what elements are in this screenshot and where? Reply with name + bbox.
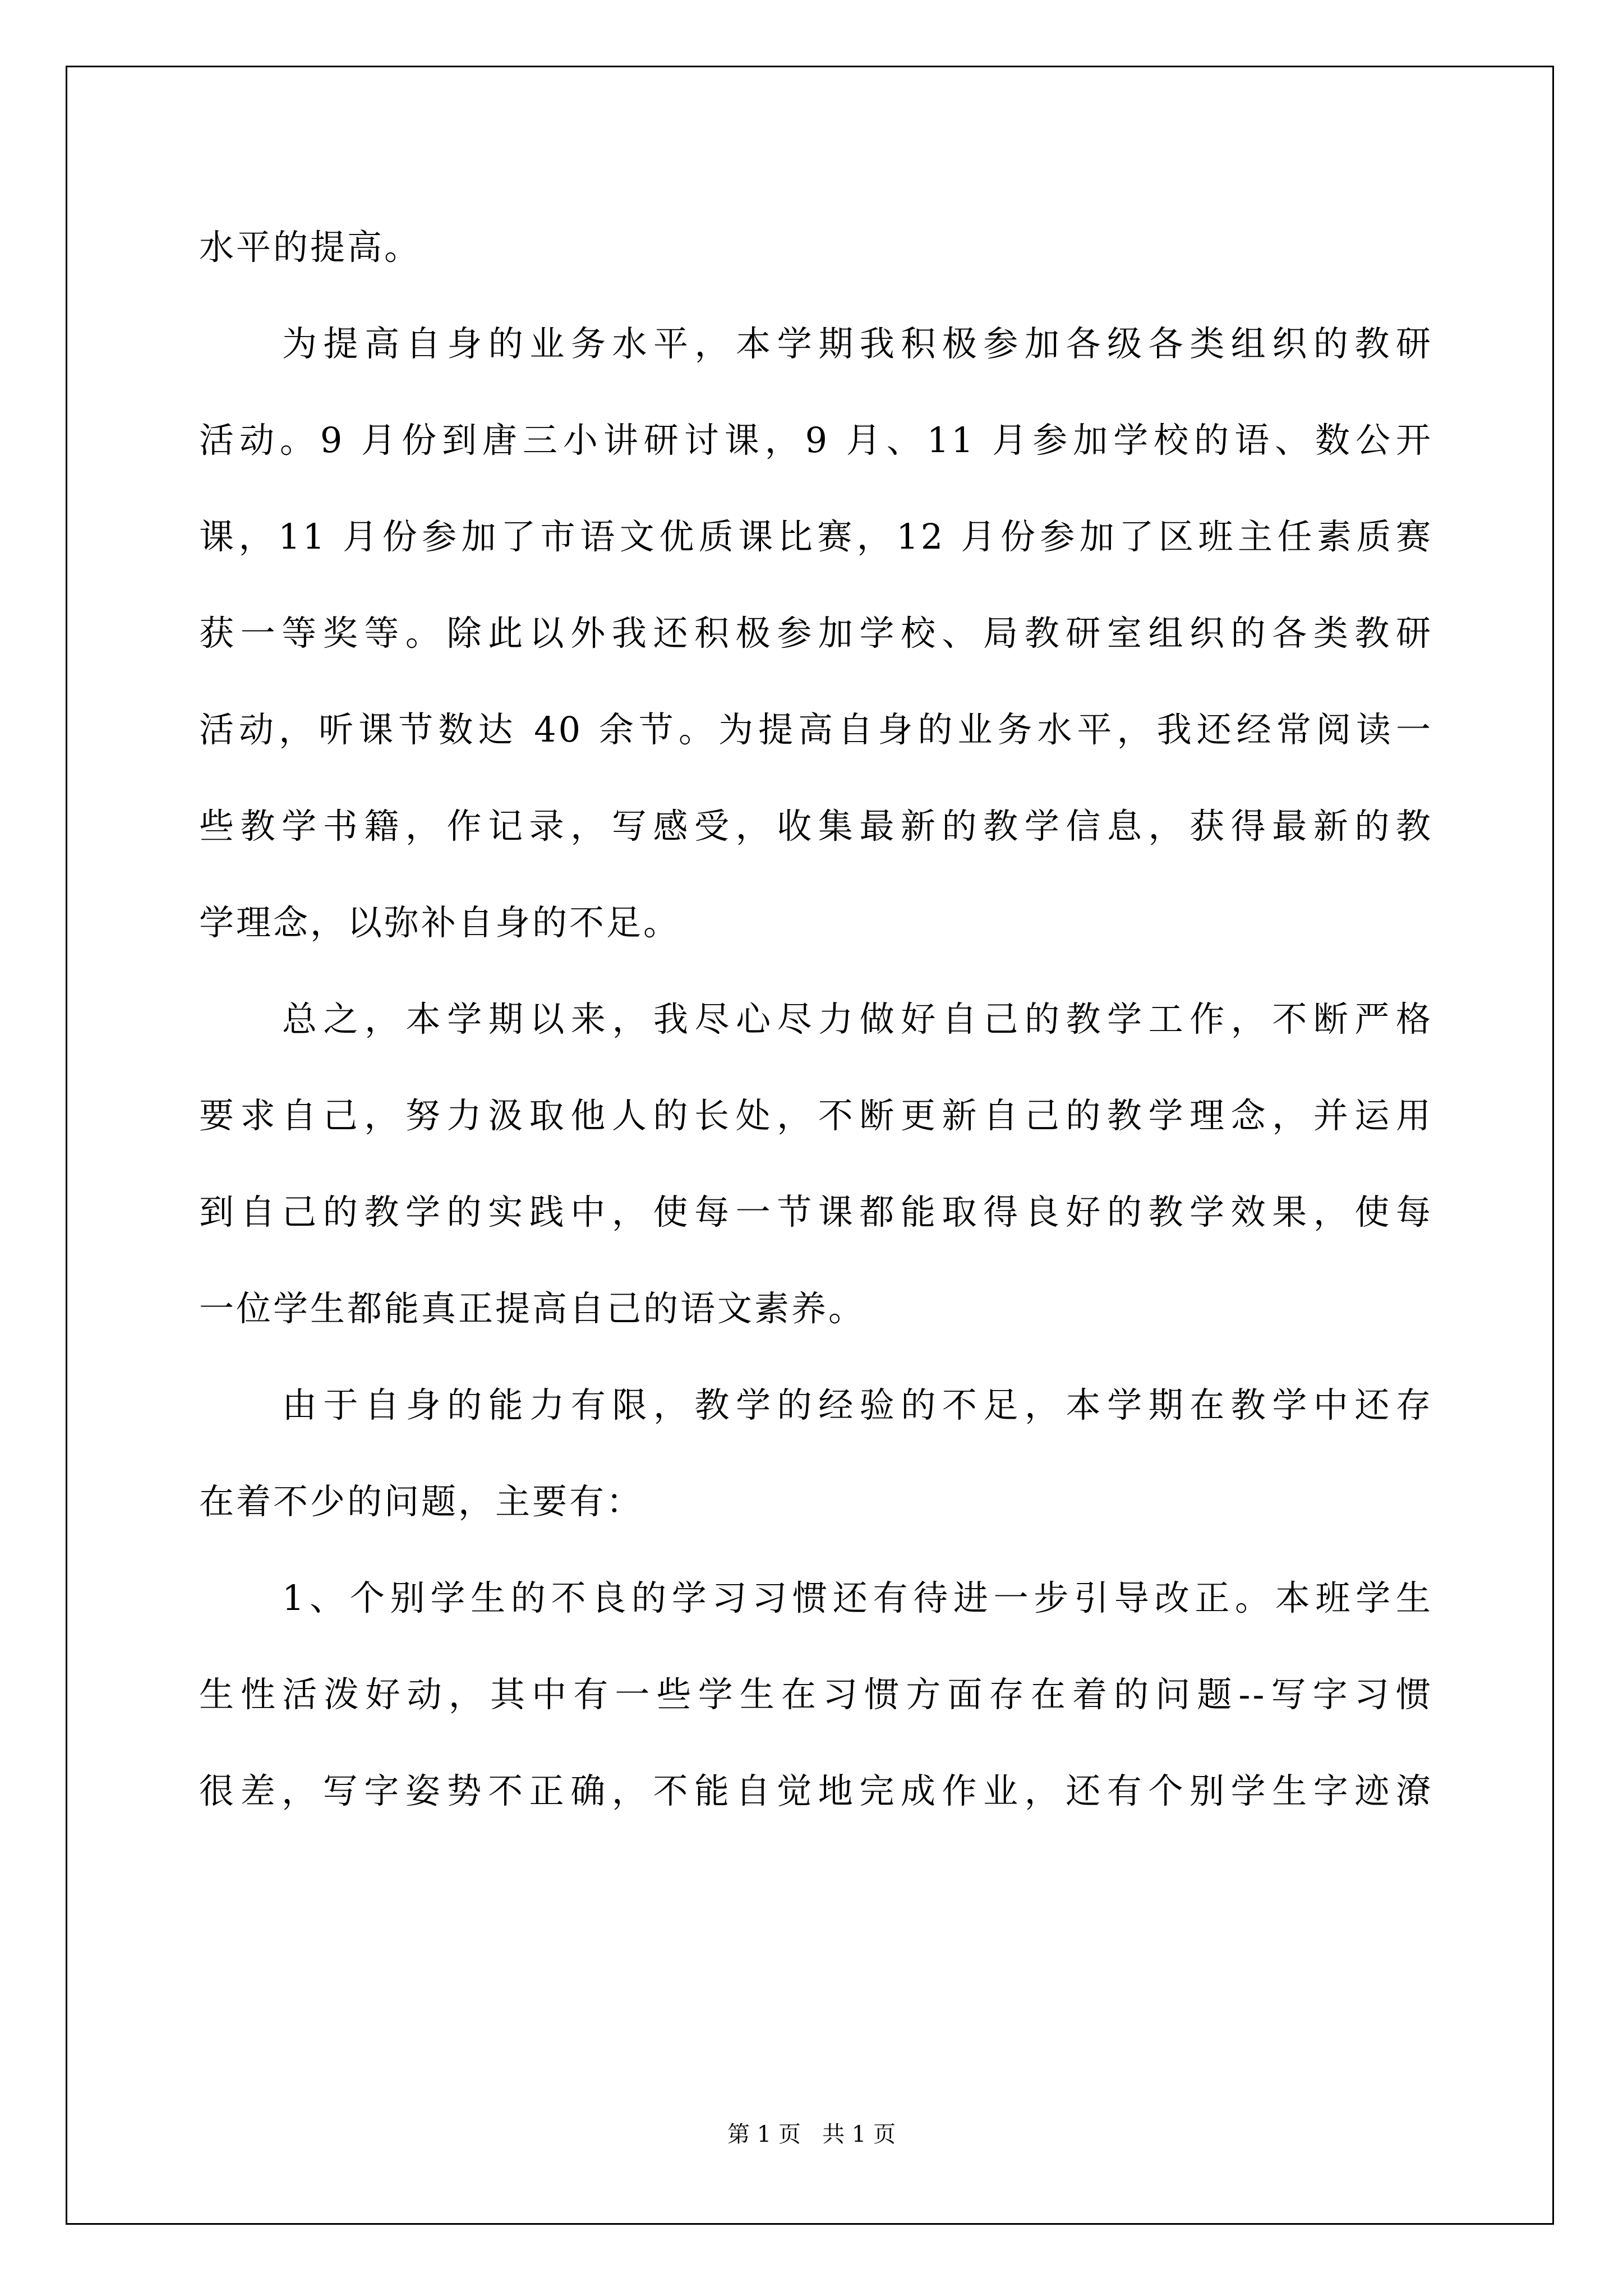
text-line: 一位学生都能真正提高自己的语文素养。 <box>199 1288 866 1329</box>
text-line: 活动。9 月份到唐三小讲研讨课，9 月、11 月参加学校的语、数公开 <box>199 420 1433 461</box>
text-line: 活动，听课节数达 40 余节。为提高自身的业务水平，我还经常阅读一 <box>199 709 1433 750</box>
text-line: 到自己的教学的实践中，使每一节课都能取得良好的教学效果，使每 <box>199 1191 1433 1232</box>
text-line: 在着不少的问题，主要有： <box>199 1481 644 1522</box>
page-footer: 第 1 页 共 1 页 <box>727 2122 896 2147</box>
text-line: 1、个别学生的不良的学习习惯还有待进一步引导改正。本班学生 <box>282 1577 1433 1618</box>
text-line: 水平的提高。 <box>199 227 422 268</box>
text-line: 课，11 月份参加了市语文优质课比赛，12 月份参加了区班主任素质赛 <box>199 516 1433 557</box>
text-line: 些教学书籍，作记录，写感受，收集最新的教学信息，获得最新的教 <box>199 806 1433 846</box>
text-line: 很差，写字姿势不正确，不能自觉地完成作业，还有个别学生字迹潦 <box>199 1770 1433 1811</box>
document-body <box>199 199 1433 1839</box>
text-line: 为提高自身的业务水平，本学期我积极参加各级各类组织的教研 <box>282 323 1433 364</box>
text-line: 由于自身的能力有限，教学的经验的不足，本学期在教学中还存 <box>282 1384 1433 1425</box>
text-line: 总之，本学期以来，我尽心尽力做好自己的教学工作，不断严格 <box>282 999 1433 1039</box>
text-line: 生性活泼好动，其中有一些学生在习惯方面存在着的问题--写字习惯 <box>199 1674 1433 1715</box>
text-line: 学理念，以弥补自身的不足。 <box>199 902 681 943</box>
text-line: 要求自己，努力汲取他人的长处，不断更新自己的教学理念，并运用 <box>199 1095 1433 1136</box>
text-line: 获一等奖等。除此以外我还积极参加学校、局教研室组织的各类教研 <box>199 613 1433 654</box>
